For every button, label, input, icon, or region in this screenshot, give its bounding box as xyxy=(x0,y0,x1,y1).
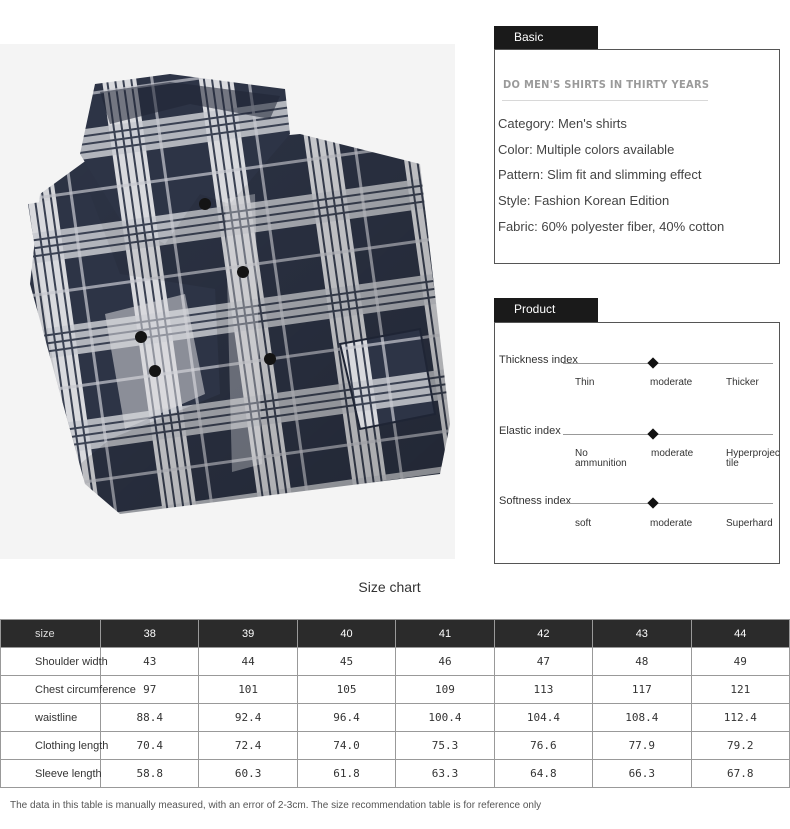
table-header-cell: size xyxy=(1,620,101,648)
table-cell: 96.4 xyxy=(297,704,395,732)
index-label-elastic: Elastic index xyxy=(499,425,561,437)
table-row-label: Chest circumference xyxy=(1,676,101,704)
index-option: Thin xyxy=(575,377,595,388)
index-option: soft xyxy=(575,518,592,529)
index-marker-softness xyxy=(647,497,658,508)
info-category: Category: Men's shirts xyxy=(498,116,627,131)
table-cell: 100.4 xyxy=(396,704,494,732)
table-cell: 58.8 xyxy=(101,760,199,788)
table-cell: 112.4 xyxy=(691,704,789,732)
index-option: Superhard xyxy=(726,518,773,529)
table-header-cell: 38 xyxy=(101,620,199,648)
product-image xyxy=(0,44,455,559)
index-marker-elastic xyxy=(647,428,658,439)
table-cell: 64.8 xyxy=(494,760,592,788)
basic-info-panel xyxy=(494,49,780,264)
table-cell: 44 xyxy=(199,648,297,676)
info-fabric: Fabric: 60% polyester fiber, 40% cotton xyxy=(498,219,725,234)
product-index-title: Product xyxy=(494,298,598,342)
size-note: The data in this table is manually measured, with an error of 2-3cm. The size recommendation table is for reference only xyxy=(10,800,542,811)
index-label-thickness: Thickness index xyxy=(499,354,578,366)
table-cell: 108.4 xyxy=(593,704,691,732)
table-cell: 45 xyxy=(297,648,395,676)
table-row xyxy=(1,732,790,760)
product-index-panel xyxy=(494,322,780,564)
table-cell: 92.4 xyxy=(199,704,297,732)
table-cell: 97 xyxy=(101,676,199,704)
table-cell: 76.6 xyxy=(494,732,592,760)
size-chart-title: Size chart xyxy=(358,579,421,595)
table-cell: 61.8 xyxy=(297,760,395,788)
table-cell: 75.3 xyxy=(396,732,494,760)
table-cell: 67.8 xyxy=(691,760,789,788)
table-cell: 74.0 xyxy=(297,732,395,760)
info-pattern: Pattern: Slim fit and slimming effect xyxy=(498,167,702,182)
table-cell: 77.9 xyxy=(593,732,691,760)
table-cell: 79.2 xyxy=(691,732,789,760)
index-option: moderate xyxy=(651,448,694,459)
divider xyxy=(502,100,708,101)
table-row xyxy=(1,676,790,704)
index-label-softness: Softness index xyxy=(499,495,572,507)
info-color: Color: Multiple colors available xyxy=(498,142,675,157)
table-cell: 109 xyxy=(396,676,494,704)
table-cell: 72.4 xyxy=(199,732,297,760)
table-cell: 60.3 xyxy=(199,760,297,788)
table-cell: 88.4 xyxy=(101,704,199,732)
table-row-label: Clothing length xyxy=(1,732,101,760)
index-marker-thickness xyxy=(647,357,658,368)
table-cell: 70.4 xyxy=(101,732,199,760)
table-cell: 121 xyxy=(691,676,789,704)
index-option: moderate xyxy=(650,377,693,388)
table-row-label: Shoulder width xyxy=(1,648,101,676)
size-table xyxy=(0,619,790,788)
table-cell: 66.3 xyxy=(593,760,691,788)
table-header-cell: 40 xyxy=(297,620,395,648)
info-style: Style: Fashion Korean Edition xyxy=(498,193,670,208)
table-cell: 101 xyxy=(199,676,297,704)
table-cell: 63.3 xyxy=(396,760,494,788)
table-cell: 46 xyxy=(396,648,494,676)
table-cell: 49 xyxy=(691,648,789,676)
slogan: DO MEN'S SHIRTS IN THIRTY YEARS xyxy=(503,78,710,91)
index-option: moderate xyxy=(650,518,693,529)
table-header-cell: 41 xyxy=(396,620,494,648)
index-option: Thicker xyxy=(726,377,759,388)
index-option: Hyperprojectile xyxy=(726,448,780,469)
table-cell: 48 xyxy=(593,648,691,676)
table-header-row xyxy=(1,620,790,648)
table-header-cell: 42 xyxy=(494,620,592,648)
basic-info-title: Basic xyxy=(494,26,598,70)
index-track-elastic xyxy=(563,434,773,435)
table-cell: 43 xyxy=(101,648,199,676)
index-option: No ammunition xyxy=(575,448,627,469)
index-track-softness xyxy=(563,503,773,504)
table-header-cell: 43 xyxy=(593,620,691,648)
table-cell: 47 xyxy=(494,648,592,676)
table-cell: 104.4 xyxy=(494,704,592,732)
table-row xyxy=(1,760,790,788)
table-row xyxy=(1,648,790,676)
table-row-label: waistline xyxy=(1,704,101,732)
index-track-thickness xyxy=(563,363,773,364)
table-header-cell: 44 xyxy=(691,620,789,648)
table-header-cell: 39 xyxy=(199,620,297,648)
table-row xyxy=(1,704,790,732)
table-cell: 117 xyxy=(593,676,691,704)
table-cell: 113 xyxy=(494,676,592,704)
table-row-label: Sleeve length xyxy=(1,760,101,788)
table-cell: 105 xyxy=(297,676,395,704)
